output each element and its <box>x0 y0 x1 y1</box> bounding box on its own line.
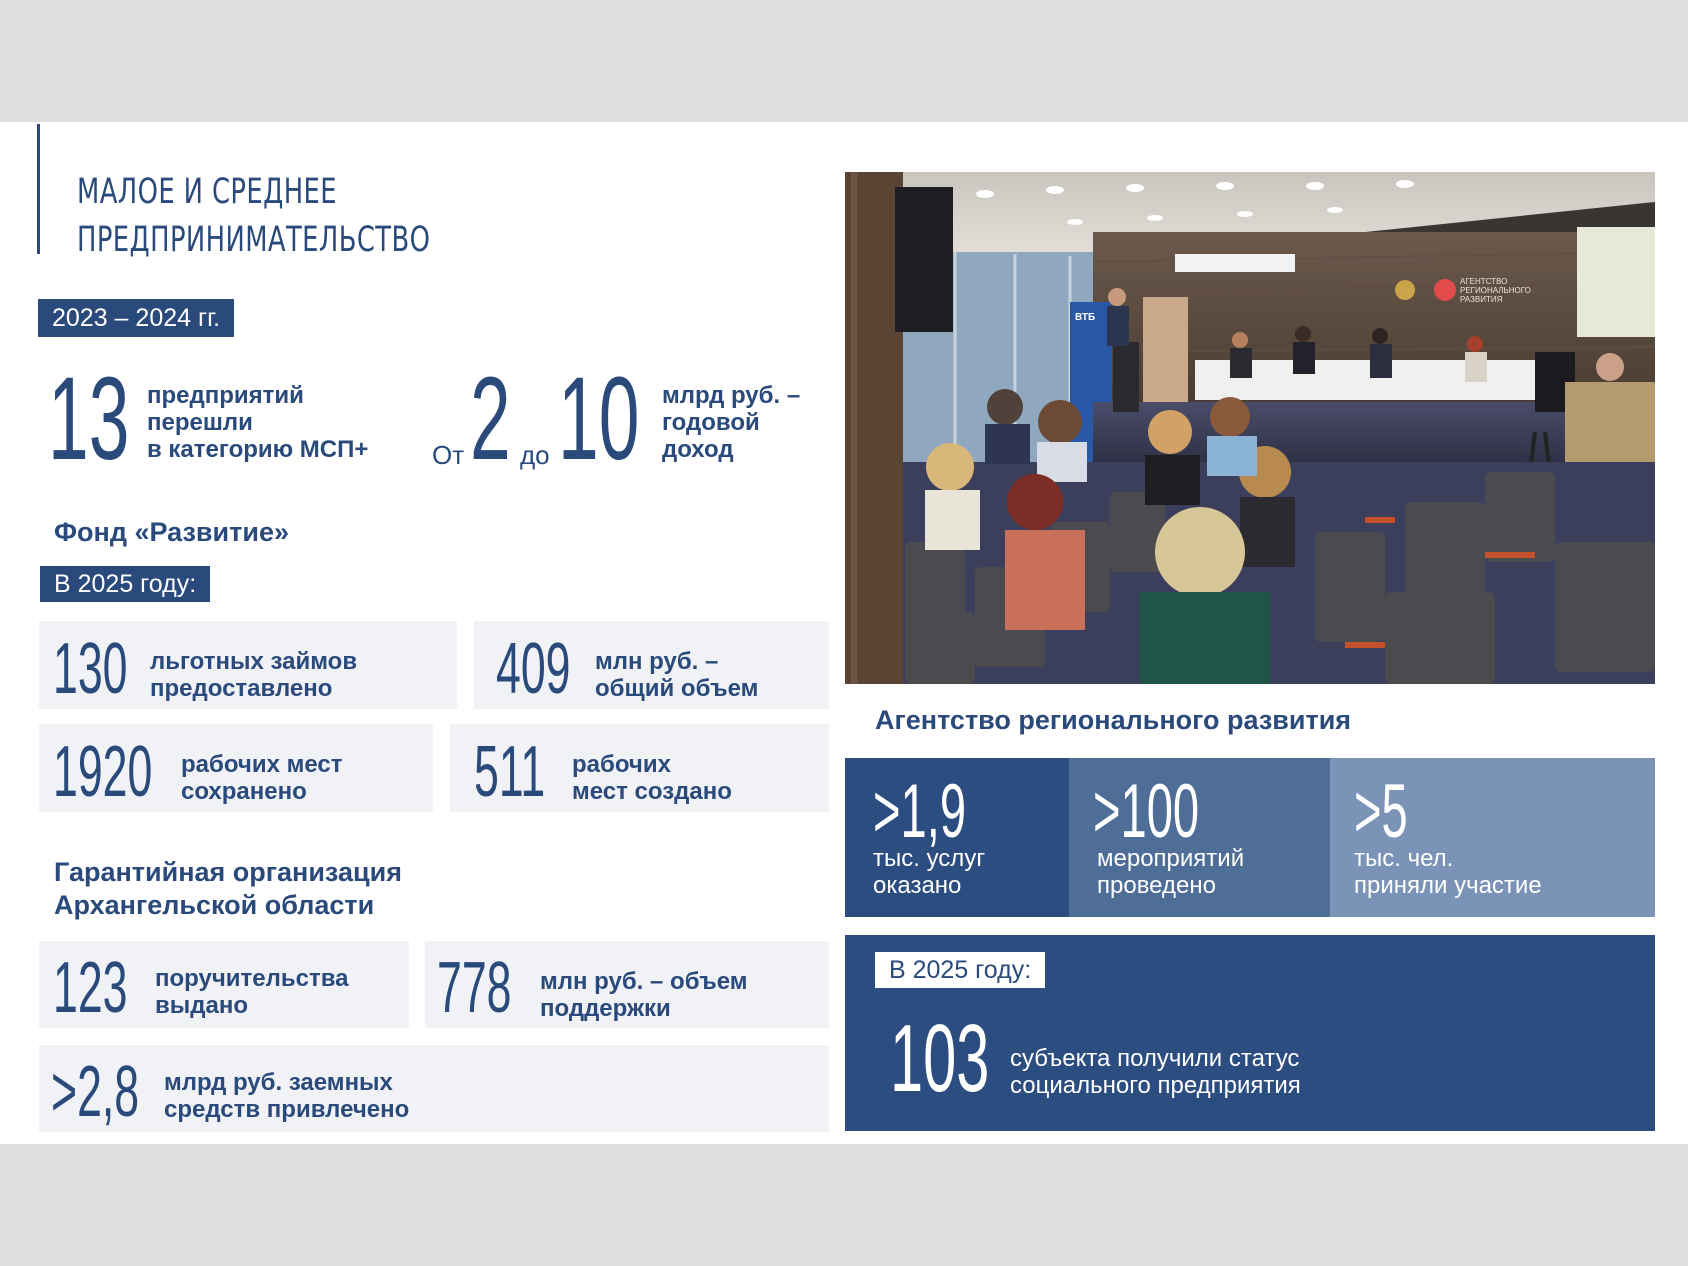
guarantee-heading: Гарантийная организация Архангельской области <box>54 857 402 920</box>
agency-events-label: мероприятий проведено <box>1097 845 1245 899</box>
period-tag: 2023 – 2024 гг. <box>38 299 234 337</box>
guarantee-warranties-label: поручительства выдано <box>155 965 349 1019</box>
agency-stat-participants <box>1330 758 1655 917</box>
agency-services-value: >1,9 <box>873 769 967 854</box>
agency-stat-services <box>845 758 1069 917</box>
agency-participants-label: тыс. чел. приняли участие <box>1354 845 1542 899</box>
fund-card-loans <box>39 621 457 709</box>
fund-card-jobs-kept <box>39 724 433 812</box>
photo-banner-text: ВТБ <box>1075 312 1096 323</box>
social-enterprise-box <box>845 935 1655 1131</box>
guarantee-card-warranties <box>39 941 409 1028</box>
agency-services-label: тыс. услуг оказано <box>873 845 986 899</box>
fund-jobs-created-value: 511 <box>474 732 546 812</box>
fund-jobs-created-label: рабочих мест создано <box>572 751 732 805</box>
fund-jobs-kept-value: 1920 <box>53 732 153 812</box>
title-accent-line <box>37 124 40 254</box>
income-to-value: 10 <box>558 353 640 485</box>
fund-heading: Фонд «Развитие» <box>54 517 289 547</box>
fund-volume-value: 409 <box>496 629 571 709</box>
income-to-word: до <box>520 440 550 470</box>
guarantee-support-value: 778 <box>437 948 512 1028</box>
agency-events-value: >100 <box>1093 769 1200 854</box>
agency-stat-events <box>1069 758 1330 917</box>
msp-value: 13 <box>48 353 130 485</box>
conference-photo <box>845 172 1655 684</box>
fund-card-volume <box>474 621 829 709</box>
fund-loans-label: льготных займов предоставлено <box>150 648 358 702</box>
fund-card-jobs-created <box>450 724 829 812</box>
fund-loans-value: 130 <box>53 629 128 709</box>
agency-heading: Агентство регионального развития <box>875 705 1352 735</box>
social-value: 103 <box>890 1005 990 1112</box>
msp-label: предприятий перешли в категорию МСП+ <box>147 382 369 463</box>
social-label: субъекта получили статус социального предприятия <box>1010 1045 1301 1099</box>
agency-participants-value: >5 <box>1354 769 1408 854</box>
income-from-value: 2 <box>470 353 511 485</box>
fund-year-tag: В 2025 году: <box>40 566 210 602</box>
guarantee-warranties-value: 123 <box>53 948 128 1028</box>
guarantee-support-label: млн руб. – объем поддержки <box>540 968 748 1022</box>
fund-volume-label: млн руб. – общий объем <box>595 648 759 702</box>
income-label: млрд руб. – годовой доход <box>662 382 801 463</box>
agency-year-tag: В 2025 году: <box>875 952 1045 988</box>
guarantee-funds-value: >2,8 <box>51 1052 140 1132</box>
guarantee-card-funds <box>39 1045 829 1132</box>
photo-wall-logo-text: АГЕНТСТВО РЕГИОНАЛЬНОГО РАЗВИТИЯ <box>1460 277 1531 304</box>
page-title: МАЛОЕ И СРЕДНЕЕ ПРЕДПРИНИМАТЕЛЬСТВО <box>77 172 431 260</box>
fund-jobs-kept-label: рабочих мест сохранено <box>181 751 343 805</box>
guarantee-funds-label: млрд руб. заемных средств привлечено <box>164 1069 410 1123</box>
guarantee-card-support <box>425 941 829 1028</box>
income-from-word: От <box>432 440 465 470</box>
